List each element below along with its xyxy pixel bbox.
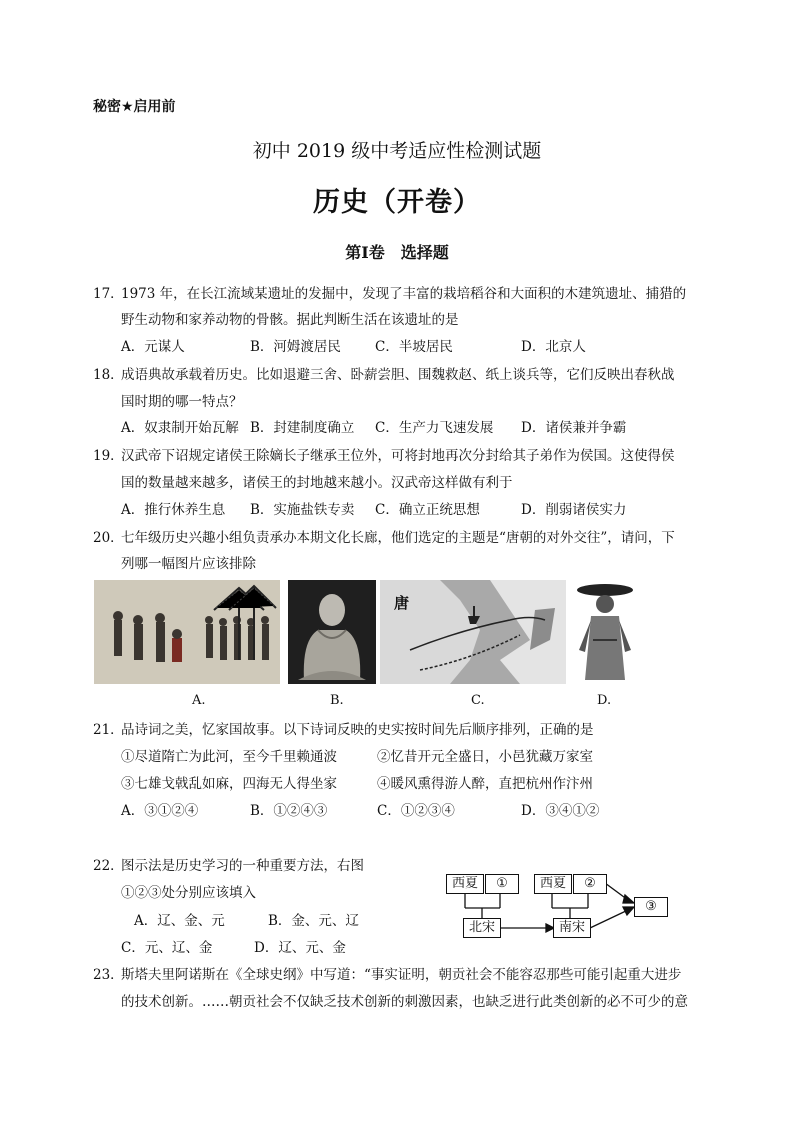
q18-option-d: D．诸侯兼并争霸: [521, 420, 627, 436]
q21-line1: 21．品诗词之美，忆家国故事。以下诗词反映的史实按时间先后顺序排列，正确的是: [93, 722, 594, 738]
q18-option-c: C．生产力飞速发展: [375, 420, 494, 436]
picture-c-map: [380, 580, 566, 684]
q21-poem-3: ③七雄戈戟乱如麻，四海无人得坐家: [121, 776, 337, 792]
picture-a-label: A.: [192, 693, 206, 708]
q21-poem-2: ②忆昔开元全盛日，小邑犹藏万家室: [377, 749, 593, 765]
map-text: 唐: [394, 594, 410, 612]
q17-option-a: A．元谋人: [121, 339, 185, 355]
q18-option-a: A．奴隶制开始瓦解: [121, 420, 239, 436]
q19-option-b: B．实施盐铁专卖: [250, 502, 355, 518]
q23-line2: 的技术创新。……朝贡社会不仅缺乏技术创新的刺激因素，也缺乏进行此类创新的必不可少的意: [121, 994, 688, 1010]
diagram-xixia-2: 西夏: [534, 874, 572, 894]
q21-poem-1: ①尽道隋亡为此河，至今千里赖通波: [121, 749, 337, 765]
q21-option-d: D．③④①②: [521, 803, 600, 819]
q20-line2: 列哪一幅图片应该排除: [121, 556, 256, 572]
q19-line2: 国的数量越来越多，诸侯王的封地越来越小。汉武帝这样做有利于: [121, 475, 513, 491]
q17-option-c: C．半坡居民: [375, 339, 453, 355]
secret-label: 秘密★启用前: [93, 99, 176, 115]
q17-option-d: D．北京人: [521, 339, 586, 355]
diagram-circle-3: ③: [634, 897, 668, 917]
picture-d-label: D.: [597, 693, 612, 708]
q19-line1: 19．汉武帝下诏规定诸侯王除嫡长子继承王位外，可将封地再次分封给其子弟作为侯国。这使得侯: [93, 448, 675, 464]
picture-b-statue: [288, 580, 376, 684]
q22-option-c: C．元、辽、金: [121, 940, 213, 956]
q18-line1: 18．成语典故承载着历史。比如退避三舍、卧薪尝胆、围魏救赵、纸上谈兵等，它们反映出春秋战: [93, 367, 675, 383]
diagram-beisong: 北宋: [463, 918, 501, 938]
q17-line2: 野生动物和家养动物的骨骸。据此判断生活在该遗址的是: [121, 312, 459, 328]
q19-option-d: D．削弱诸侯实力: [521, 502, 627, 518]
subject-title: 历史（开卷）: [313, 187, 481, 218]
q23-line1: 23．斯塔夫里阿诺斯在《全球史纲》中写道：“事实证明，朝贡社会不能容忍那些可能引起重大进步: [93, 967, 682, 983]
picture-d-figure: [571, 580, 641, 684]
diagram-xixia-1: 西夏: [446, 874, 484, 894]
q18-option-b: B．封建制度确立: [250, 420, 355, 436]
exam-title: 初中 2019 级中考适应性检测试题: [252, 140, 542, 162]
q21-option-b: B．①②④③: [250, 803, 328, 819]
picture-c-label: C.: [471, 693, 485, 708]
q18-line2: 国时期的哪一特点？: [121, 394, 243, 410]
q17-line1: 17．1973 年，在长江流域某遗址的发掘中，发现了丰富的栽培稻谷和大面积的木建筑遗址、捕猎的: [93, 286, 687, 302]
diagram-circle-2: ②: [573, 874, 607, 894]
picture-a-painting: [94, 580, 280, 684]
q22-option-d: D．辽、元、金: [254, 940, 346, 956]
q21-poem-4: ④暖风熏得游人醉，直把杭州作汴州: [377, 776, 593, 792]
q20-line1: 20．七年级历史兴趣小组负责承办本期文化长廊，他们选定的主题是“唐朝的对外交往”，请问，下: [93, 530, 675, 546]
q22-line2: ①②③处分别应该填入: [121, 885, 256, 901]
q22-option-b: B．金、元、辽: [268, 913, 359, 929]
q22-option-a: A．辽、金、元: [134, 913, 225, 929]
q22-line1: 22．图示法是历史学习的一种重要方法，右图: [93, 858, 364, 874]
picture-b-label: B.: [330, 693, 344, 708]
q21-option-c: C．①②③④: [377, 803, 455, 819]
section-title: 第Ⅰ卷 选择题: [345, 243, 449, 262]
diagram-nansong: 南宋: [553, 918, 591, 938]
q19-option-a: A．推行休养生息: [121, 502, 226, 518]
q21-option-a: A．③①②④: [121, 803, 199, 819]
diagram-circle-1: ①: [485, 874, 519, 894]
q17-option-b: B．河姆渡居民: [250, 339, 341, 355]
q19-option-c: C．确立正统思想: [375, 502, 480, 518]
